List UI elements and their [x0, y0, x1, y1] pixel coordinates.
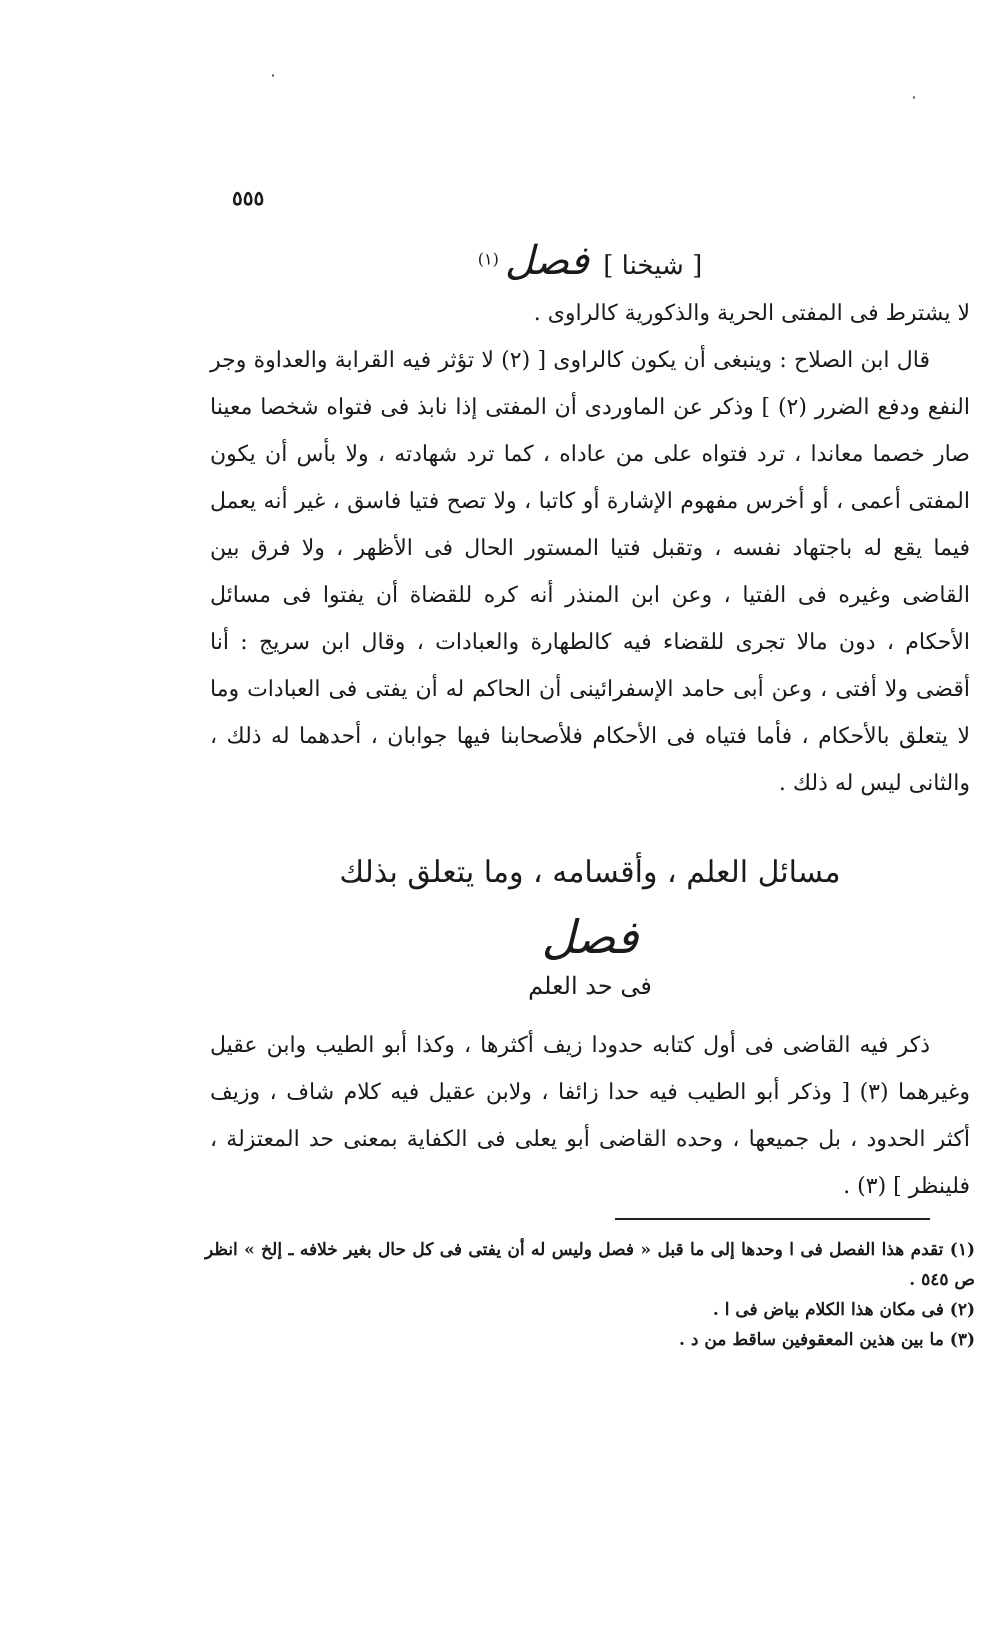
footnote: (٢) فى مكان هذا الكلام بياض فى ا . [712, 1300, 975, 1320]
section-header [210, 238, 970, 284]
page-number: ٥٥٥ [232, 186, 265, 210]
section-fasl-label: فصل [504, 238, 589, 284]
scan-speck [272, 74, 274, 77]
footnote-ref: (١) [477, 249, 499, 269]
paragraph: لا يشترط فى المفتى الحرية والذكورية كالراوى . [533, 301, 970, 326]
scan-speck [913, 96, 915, 99]
section-2-fasl-label: فصل [541, 910, 639, 964]
section-2-subtitle: فى حد العلم [528, 972, 652, 1000]
footnote: (١) تقدم هذا الفصل فى ا وحدها إلى ما قبل « فصل وليس له أن يفتى فى كل حال بغير خلافه ـ إلخ » انظر ص ٥٤٥ . [205, 1240, 975, 1290]
section-bracket-text: [ شيخنا ] [603, 251, 703, 281]
section-1-body [210, 290, 970, 807]
footnote-divider [615, 1218, 930, 1220]
footnote: (٣) ما بين هذين المعقوفين ساقط من د . [679, 1330, 975, 1350]
paragraph: ذكر فيه القاضى فى أول كتابه حدودا زيف أكثرها ، وكذا أبو الطيب وابن عقيل وغيرهما (٣) [ وذكر أبو الطيب فيه حدا زائفا ، ولابن عقيل فيه كلام شاف ، وزيف أكثر الحدود ، بل جميعها ، وحده القاضى أبو يعلى فى الكفاية بمعنى حد المعتزلة ، فلينظر ] (٣) . [210, 1033, 970, 1199]
paragraph: قال ابن الصلاح : وينبغى أن يكون كالراوى [ (٢) لا تؤثر فيه القرابة والعداوة وجر النفع ودفع الضرر (٢) ] وذكر عن الماوردى أن المفتى إذا نابذ فى فتواه شخصا معينا صار خصما معاندا ، ترد فتواه على من عاداه ، كما ترد شهادته ، ولا بأس أن يكون المفتى أعمى ، أو أخرس مفهوم الإشارة أو كاتبا ، ولا تصح فتيا فاسق ، غير أنه يعمل فيما يقع له باجتهاد نفسه ، وتقبل فتيا المستور الحال فى الأظهر ، ولا فرق بين القاضى وغيره فى الفتيا ، وعن ابن المنذر أنه كره للقضاة أن يفتوا فى مسائل الأحكام ، دون مالا تجرى للقضاء فيه كالطهارة والعبادات ، وقال ابن سريج : أنا أقضى ولا أفتى ، وعن أبى حامد الإسفرائينى أن الحاكم له أن يفتى فى العبادات وما لا يتعلق بالأحكام ، فأما فتياه فى الأحكام فلأصحابنا فيها جوابان ، أحدهما له ذلك ، والثانى ليس له ذلك . [210, 348, 970, 796]
section-2-body [210, 1022, 970, 1210]
main-heading: مسائل العلم ، وأقسامه ، وما يتعلق بذلك [339, 855, 841, 890]
footnotes [205, 1235, 975, 1355]
